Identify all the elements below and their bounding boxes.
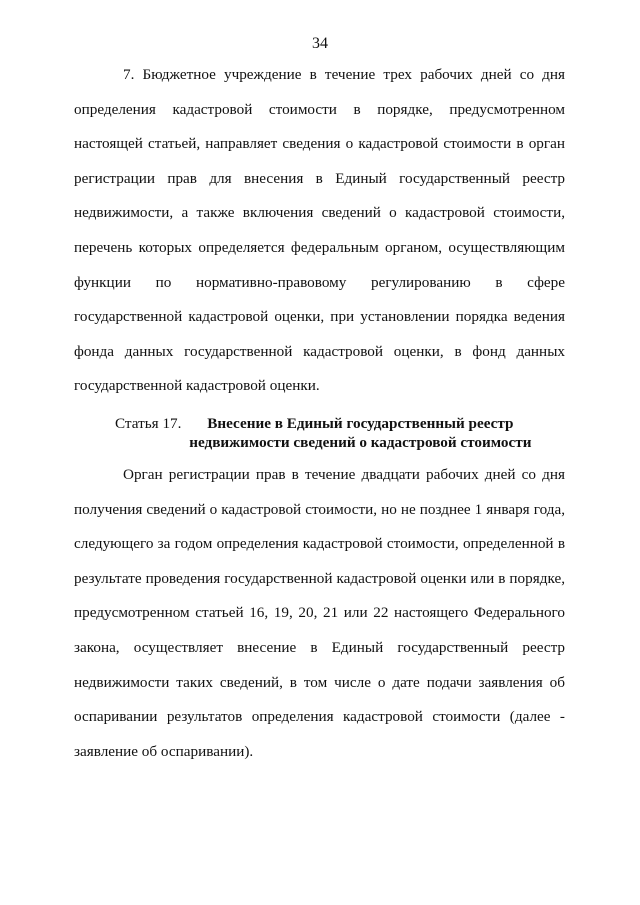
- article-label: Статья 17.: [115, 415, 182, 432]
- paragraph-7-budget-institution: 7. Бюджетное учреждение в течение трех рабочих дней со дня определения кадастровой стоимости в порядке, предусмотренном настоящей статьей, направляет сведения о кадастровой стоимости в орган регистрации прав для внесения в Единый государственный реестр недвижимости, а также включения сведений о кадастровой стоимости, перечень которых определяется федеральным органом, осуществляющим функции по нормативно-правовому регулированию в сфере государственной кадастровой оценки, при установлении порядка ведения фонда данных государственной кадастровой оценки, в фонд данных государственной кадастровой оценки.: [74, 66, 565, 395]
- article-title-line-1: Внесение в Единый государственный реестр: [207, 415, 514, 432]
- article-17-heading: [115, 414, 575, 452]
- article-title-line-2: недвижимости сведений о кадастровой стоимости: [189, 434, 532, 451]
- page-number: 34: [312, 35, 328, 52]
- paragraph-registration-authority: Орган регистрации прав в течение двадцати рабочих дней со дня получения сведений о кадастровой стоимости, но не позднее 1 января года, следующего за годом определения кадастровой стоимости, определенной в результате проведения государственной кадастровой оценки или в порядке, предусмотренном статьей 16, 19, 20, 21 или 22 настоящего Федерального закона, осуществляет внесение в Единый государственный реестр недвижимости таких сведений, в том числе о дате подачи заявления об оспаривании результатов определения кадастровой стоимости (далее - заявление об оспаривании).: [74, 466, 565, 760]
- article-title: [189, 414, 531, 452]
